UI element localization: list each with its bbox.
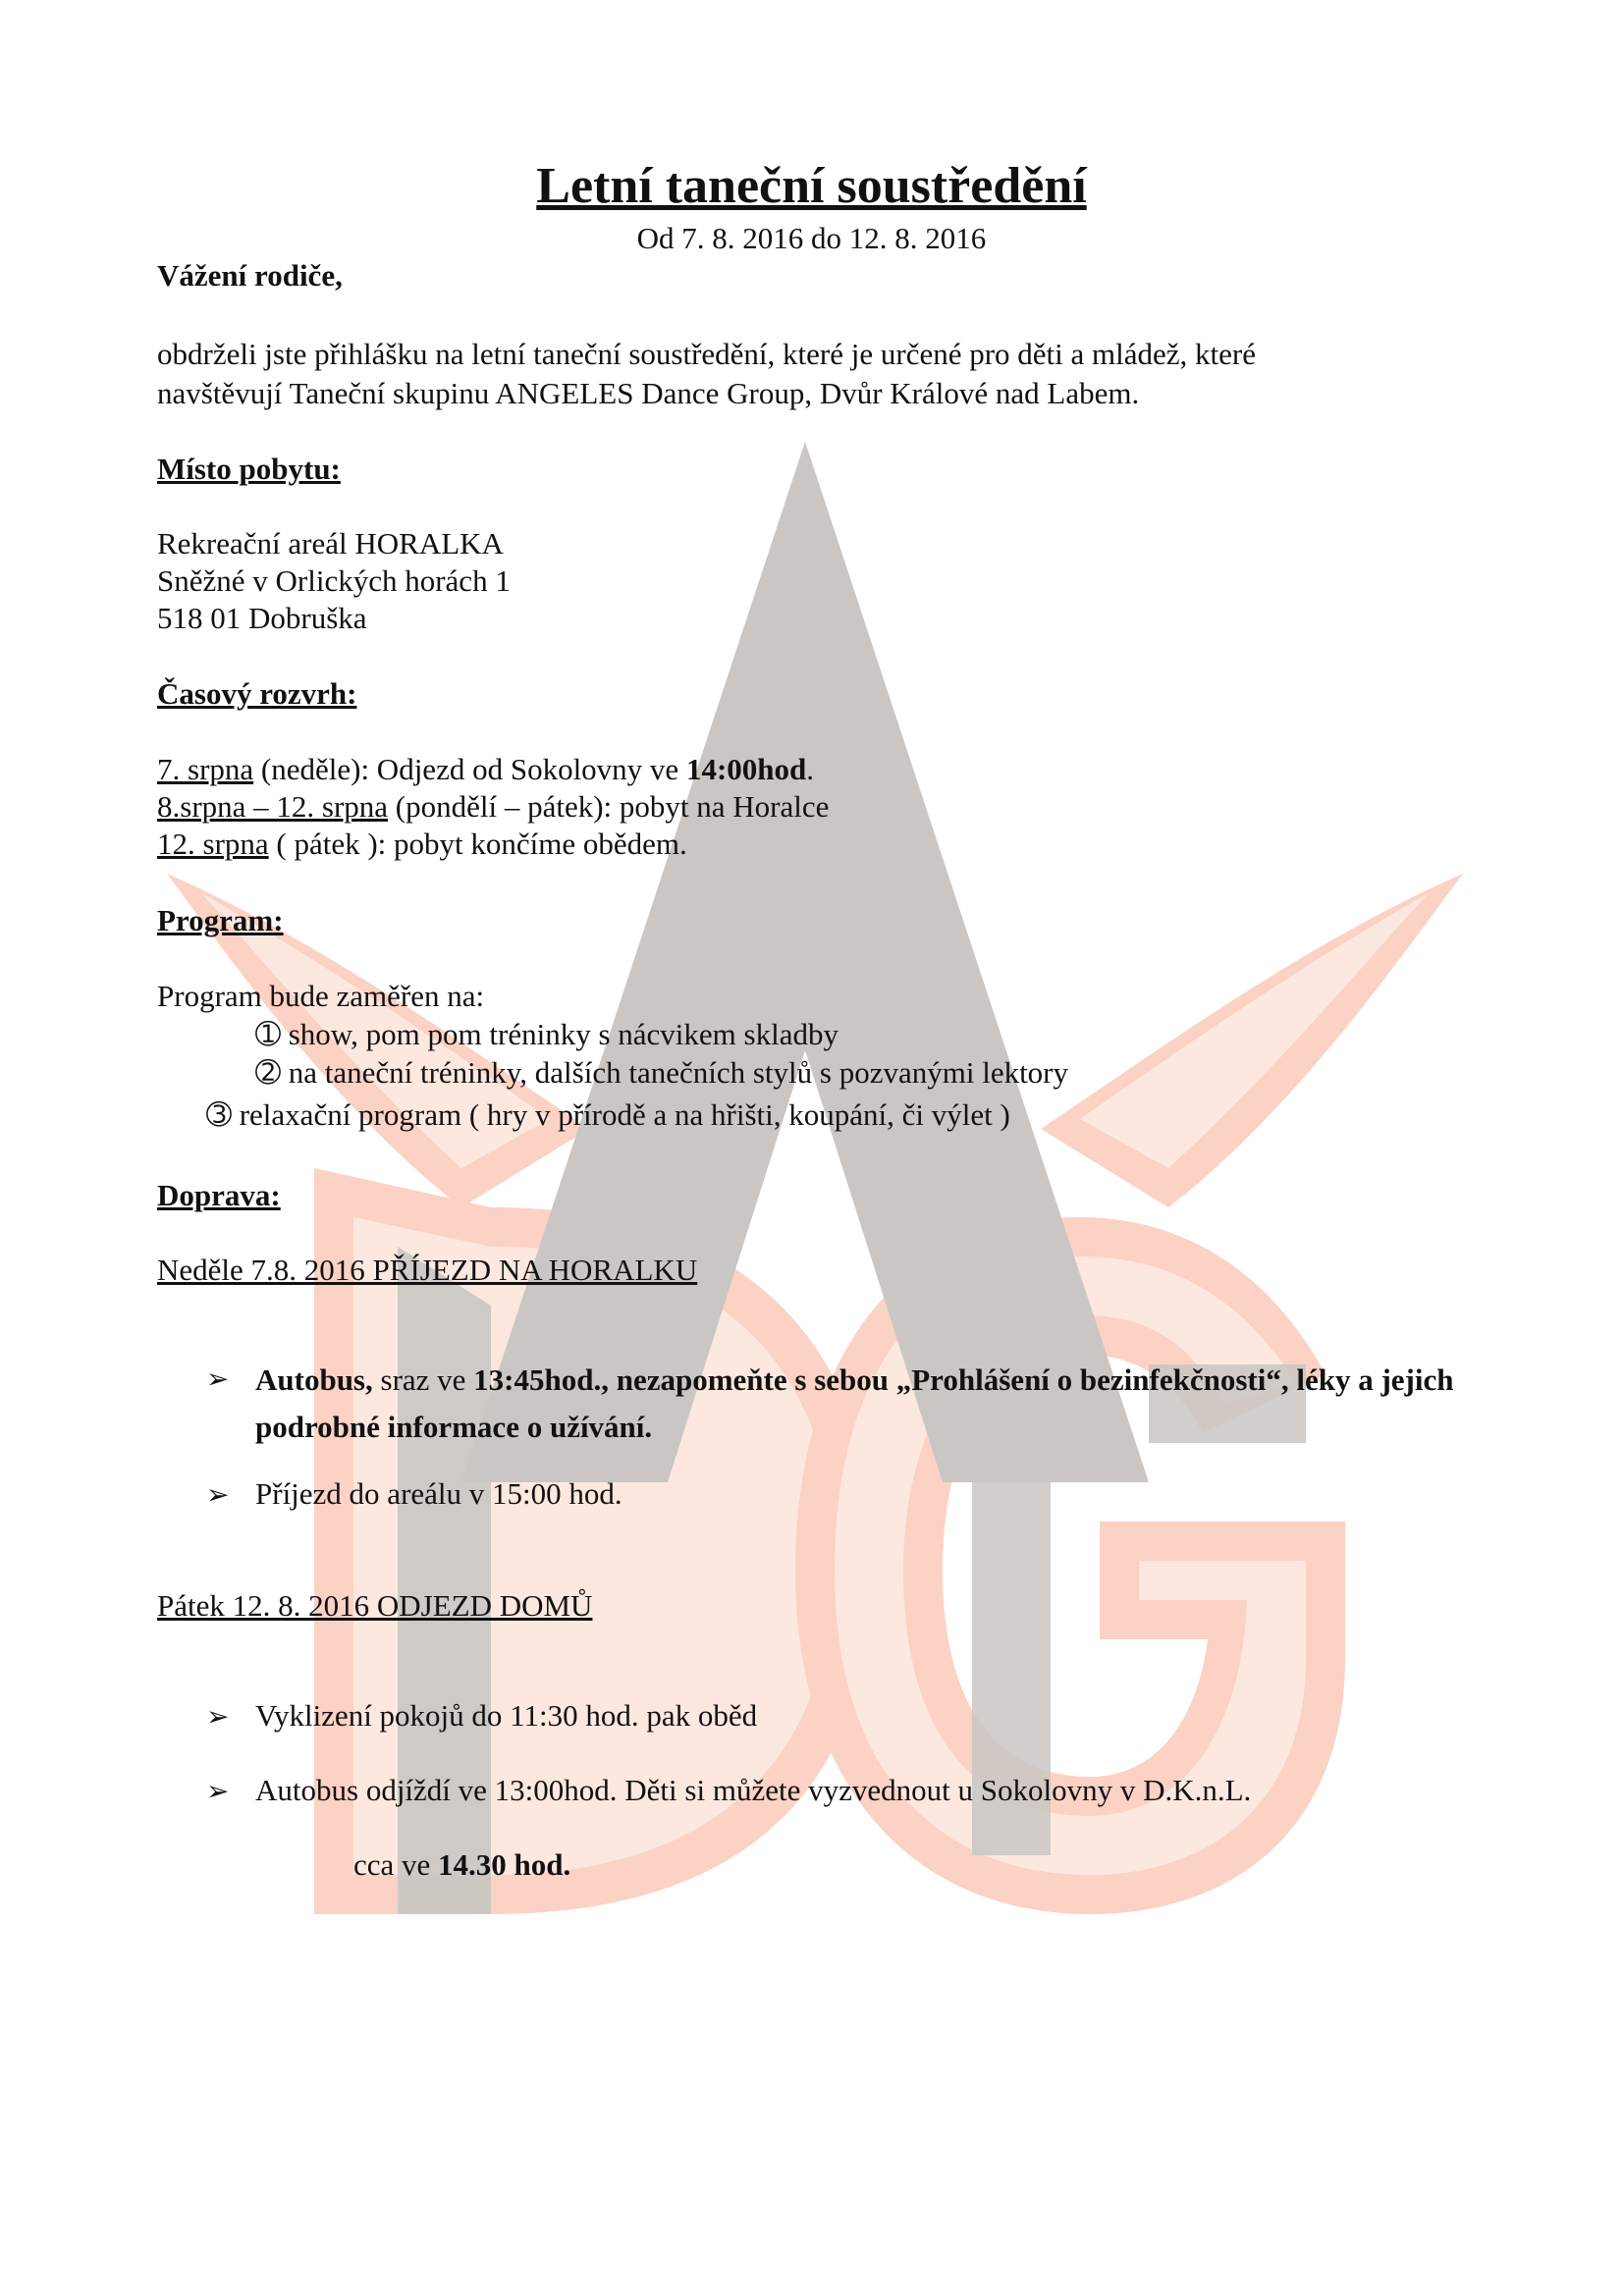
arrow-bullet-icon: ➢ xyxy=(206,1702,230,1733)
departure-heading: Pátek 12. 8. 2016 ODJEZD DOMŮ xyxy=(157,1588,593,1623)
schedule-text: (pondělí – pátek): pobyt na Horalce xyxy=(388,789,830,824)
schedule-date: 8.srpna – 12. srpna xyxy=(157,789,389,824)
program-item-1: ➀ show, pom pom tréninky s nácvikem skladby xyxy=(255,1017,839,1051)
arrival-bullet-2: Příjezd do areálu v 15:00 hod. xyxy=(255,1476,622,1511)
transport-heading: Doprava: xyxy=(157,1178,281,1212)
location-line-3: 518 01 Dobruška xyxy=(157,601,367,635)
meeting-text: sraz ve xyxy=(372,1362,474,1397)
location-line-2: Sněžné v Orlických horách 1 xyxy=(157,563,511,598)
schedule-date: 7. srpna xyxy=(157,752,254,786)
departure-bullet-1: Vyklizení pokojů do 11:30 hod. pak oběd xyxy=(255,1698,758,1733)
pickup-time xyxy=(353,1847,570,1883)
schedule-date: 12. srpna xyxy=(157,827,269,861)
arrow-bullet-icon: ➢ xyxy=(206,1364,230,1395)
pickup-prefix: cca ve xyxy=(353,1847,439,1882)
date-range: Od 7. 8. 2016 do 12. 8. 2016 xyxy=(636,221,987,255)
schedule-row-2 xyxy=(157,789,829,825)
arrival-heading: Neděle 7.8. 2016 PŘÍJEZD NA HORALKU xyxy=(157,1253,698,1287)
schedule-text: (neděle): Odjezd od Sokolovny ve xyxy=(253,752,686,786)
location-line-1: Rekreační areál HORALKA xyxy=(157,526,504,561)
program-heading: Program: xyxy=(157,903,284,937)
schedule-time: 14:00hod xyxy=(685,752,807,786)
departure-bullet-2: Autobus odjíždí ve 13:00hod. Děti si můžete vyzvednout u Sokolovny v D.K.n.L. xyxy=(255,1773,1252,1807)
bus-label: Autobus, xyxy=(255,1362,373,1397)
schedule-text: ( pátek ): pobyt končíme obědem. xyxy=(268,827,687,861)
meeting-details: 13:45hod., nezapomeňte s sebou „Prohlášení o bezinfekčnosti“, léky a jejich podrobné informace o užívání. xyxy=(255,1362,1454,1444)
arrow-bullet-icon: ➢ xyxy=(206,1480,230,1511)
program-intro: Program bude zaměřen na: xyxy=(157,979,485,1013)
schedule-end: . xyxy=(806,752,814,786)
schedule-heading: Časový rozvrh: xyxy=(157,676,357,711)
schedule-row-1 xyxy=(157,752,814,787)
arrival-bullet-1 xyxy=(255,1357,1492,1451)
schedule-row-3 xyxy=(157,827,687,862)
program-item-2: ➁ na taneční tréninky, dalších tanečních stylů s pozvanými lektory xyxy=(255,1055,1069,1090)
program-item-3: ➂ relaxační program ( hry v přírodě a na hřišti, koupání, či výlet ) xyxy=(206,1097,1010,1132)
intro-line-1: obdrželi jste přihlášku na letní taneční soustředění, které je určené pro děti a mládež, které xyxy=(157,337,1256,371)
page-title: Letní taneční soustředění xyxy=(536,158,1087,214)
greeting: Vážení rodiče, xyxy=(157,258,343,293)
pickup-hour: 14.30 hod. xyxy=(438,1847,571,1882)
location-heading: Místo pobytu: xyxy=(157,452,341,486)
arrow-bullet-icon: ➢ xyxy=(206,1777,230,1807)
intro-line-2: navštěvují Taneční skupinu ANGELES Dance Group, Dvůr Králové nad Labem. xyxy=(157,376,1140,410)
